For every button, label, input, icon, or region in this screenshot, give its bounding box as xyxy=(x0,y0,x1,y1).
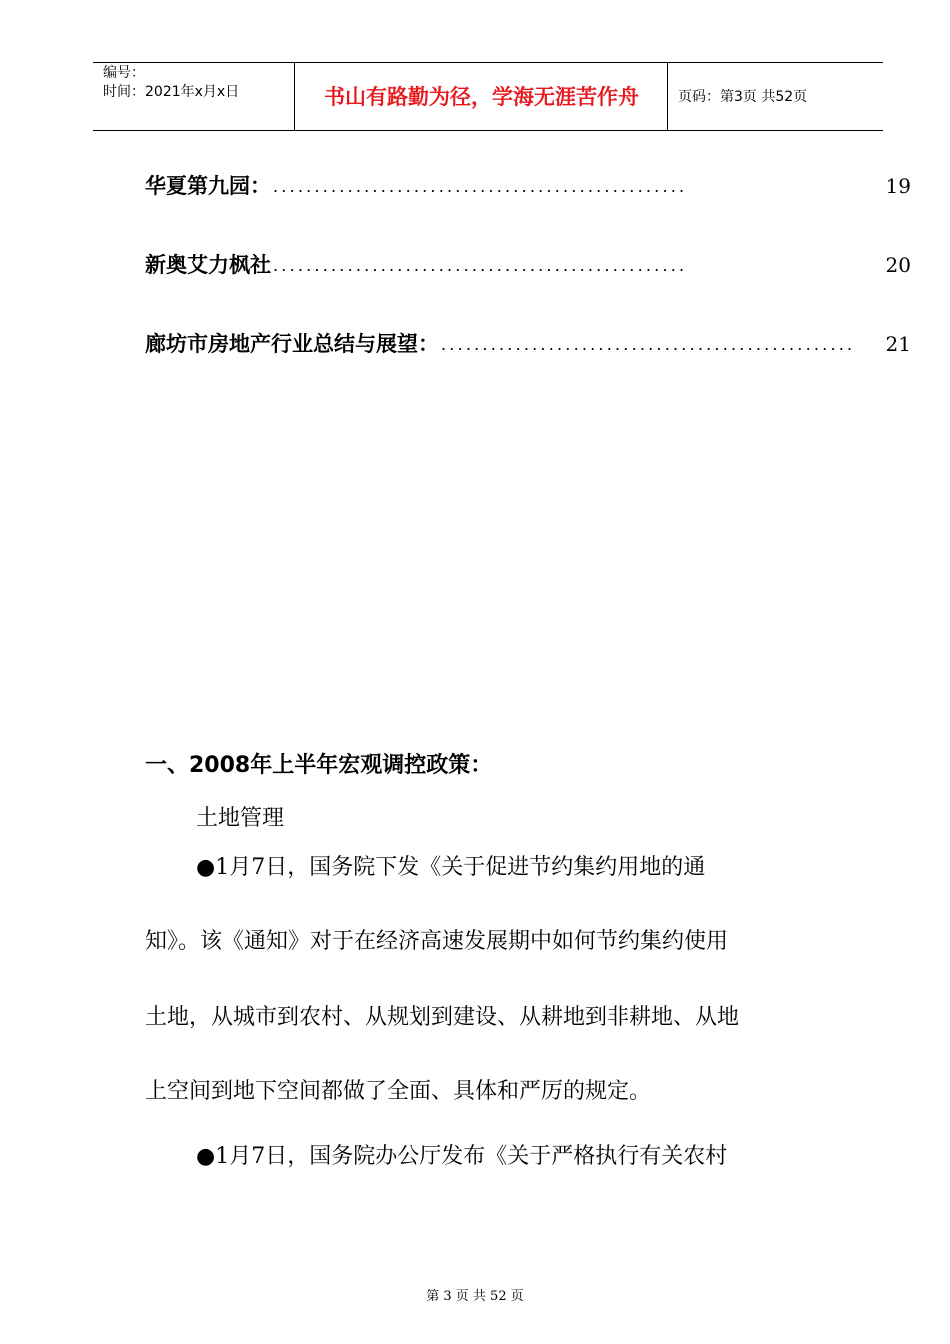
toc-page-number: 19 xyxy=(885,174,911,198)
toc-entry-2[interactable] xyxy=(145,246,911,280)
header-number-label: 编号： xyxy=(103,65,145,81)
paragraph-line: 上空间到地下空间都做了全面、具体和严厉的规定。 xyxy=(145,1079,652,1104)
toc-entry-title: 廊坊市房地产行业总结与展望： xyxy=(145,332,439,356)
page-footer: 第 3 页 共 52 页 xyxy=(426,1289,524,1304)
toc-leader-dots: .................................................. xyxy=(273,256,688,275)
section-title: 一、2008年上半年宏观调控政策： xyxy=(145,753,493,778)
header-motto: 书山有路勤为径，学海无涯苦作舟 xyxy=(324,85,639,109)
paragraph-line: 知》。该《通知》对于在经济高速发展期中如何节约集约使用 xyxy=(145,929,729,954)
header-page-label: 页码：第3页 共52页 xyxy=(678,89,808,105)
toc-leader-dots: .................................................. xyxy=(441,335,856,354)
header-time-label: 时间：2021年x月x日 xyxy=(103,84,240,100)
toc-entry-title: 新奥艾力枫社 xyxy=(145,253,271,277)
paragraph-line: ●1月7日，国务院办公厅发布《关于严格执行有关农村 xyxy=(196,1144,728,1169)
toc-page-number: 20 xyxy=(885,253,911,277)
header-bottom-rule xyxy=(93,130,883,131)
header-top-rule xyxy=(93,62,883,63)
header-meta xyxy=(103,64,239,102)
paragraph-line: 土地，从城市到农村、从规划到建设、从耕地到非耕地、从地 xyxy=(145,1005,740,1030)
toc-entry-3[interactable] xyxy=(145,325,911,359)
toc-leader-dots: .................................................. xyxy=(273,177,688,196)
header-divider-right xyxy=(667,62,668,130)
toc-entry-1[interactable] xyxy=(145,167,911,201)
toc-page-number: 21 xyxy=(885,332,911,356)
subsection-heading: 土地管理 xyxy=(196,806,285,831)
toc-entry-title: 华夏第九园： xyxy=(145,174,271,198)
paragraph-line: ●1月7日，国务院下发《关于促进节约集约用地的通 xyxy=(196,855,706,880)
header-divider-left xyxy=(294,62,295,130)
